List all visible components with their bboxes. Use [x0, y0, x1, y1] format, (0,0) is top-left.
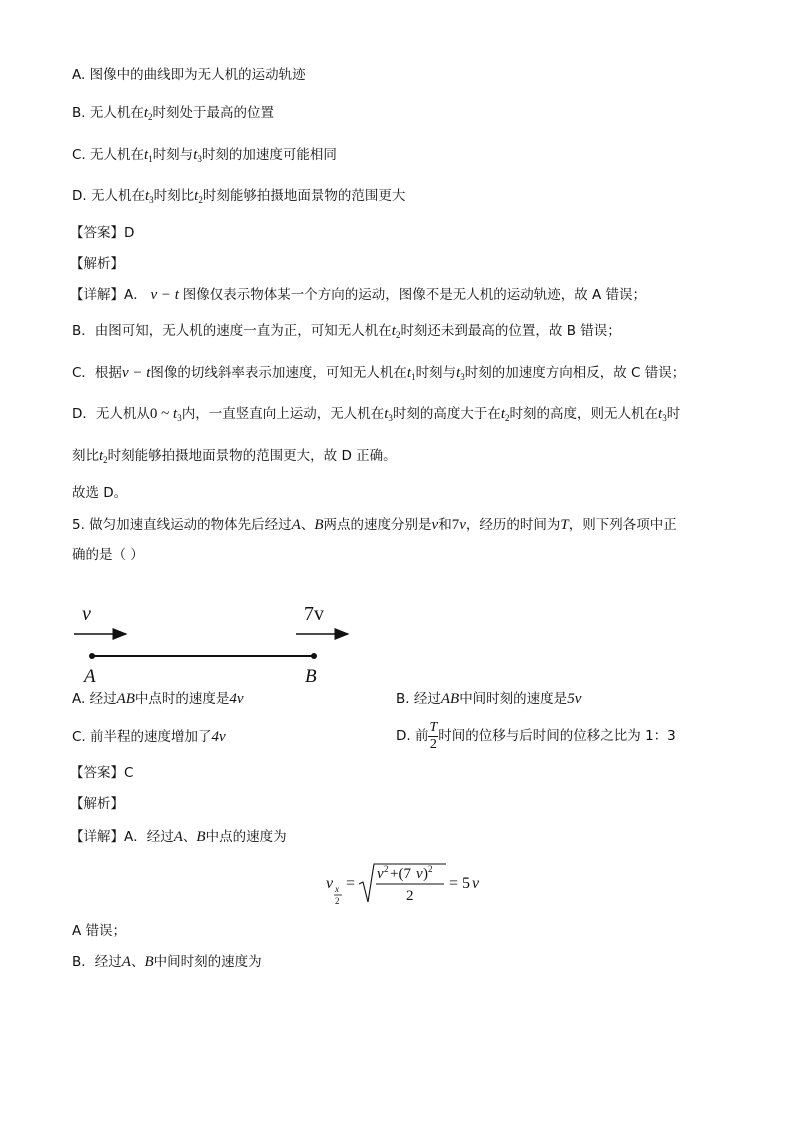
q4-answer — [70, 224, 134, 242]
label-a: A — [84, 666, 96, 687]
svg-text:=: = — [346, 875, 356, 892]
math-7v: 7v — [451, 517, 466, 533]
math-t3: $t_3$ — [384, 406, 393, 423]
option-value: 5v — [567, 691, 582, 707]
q4-option-a — [72, 66, 306, 84]
math-a: A — [173, 829, 183, 845]
math-t2: $t_2$ — [500, 406, 510, 423]
fraction-numerator: T — [429, 719, 438, 735]
svg-text:2: 2 — [335, 896, 340, 906]
answer-value: C — [124, 765, 134, 781]
math-t1: $t_1$ — [406, 365, 416, 382]
detail-text: 刻比 — [72, 448, 99, 464]
math-a: A — [121, 954, 131, 970]
option-text: 时刻能够拍摄地面景物的范围更大 — [202, 188, 406, 204]
option-text: 中点时的速度是 — [134, 691, 230, 707]
q5-detail-2: A 错误； — [72, 923, 127, 939]
q4-option-d — [72, 187, 405, 209]
q5-option-a — [72, 690, 244, 708]
q5-option-c — [72, 728, 226, 746]
math-v: v — [431, 517, 439, 533]
math-t2: $t_2$ — [143, 105, 153, 122]
detail-text: B．经过 — [72, 954, 122, 970]
svg-text:2: 2 — [428, 864, 433, 874]
option-prefix: C. — [72, 147, 91, 163]
detail-text: B．由图可知，无人机的速度一直为正，可知无人机在 — [72, 323, 392, 339]
option-prefix: A. — [72, 67, 90, 83]
math-ab: AB — [440, 691, 460, 707]
option-text: 图像中的曲线即为无人机的运动轨迹 — [89, 67, 306, 83]
detail-label: 【详解】 — [70, 829, 124, 845]
option-text: D. 前 — [396, 728, 429, 744]
svg-text:): ) — [423, 866, 428, 882]
q4-analysis-label: 【解析】 — [70, 256, 124, 272]
math-t3: $t_3$ — [456, 365, 465, 382]
option-text: 时刻处于最高的位置 — [152, 105, 275, 121]
q4-option-b — [72, 104, 274, 126]
point-a — [89, 653, 95, 659]
option-value: 4v — [229, 691, 244, 707]
detail-text: 时刻能够拍摄地面景物的范围更大，故 D 正确。 — [107, 448, 397, 464]
stem-text: 和 — [438, 517, 452, 533]
detail-text: D．无人机从 — [72, 406, 150, 422]
option-text: 时刻比 — [153, 188, 195, 204]
detail-text: 时刻与 — [415, 365, 457, 381]
math-t2: $t_2$ — [391, 323, 401, 340]
stem-text: ，则下列各项中正 — [568, 517, 677, 533]
option-prefix: B. — [72, 105, 90, 121]
option-text: 无人机在 — [90, 147, 145, 163]
fraction-denominator: 2 — [429, 736, 437, 752]
option-value: 4v — [211, 729, 226, 745]
q5-stem-line-1: 5. 做匀加速直线运动的物体先后经过A、B两点的速度分别是v和7v，经历的时间为T，则下列各项中正 — [72, 517, 677, 533]
math-t3: $t_3$ — [173, 406, 182, 423]
detail-text: 中点的速度为 — [205, 829, 287, 845]
option-text: 时刻的加速度可能相同 — [201, 147, 337, 163]
math-b: B — [314, 517, 324, 533]
velocity-label-7v: 7v — [304, 603, 324, 625]
option-text: C. 前半程的速度增加了 — [72, 729, 212, 745]
option-text: 时间的位移与后时间的位移之比为 1：3 — [438, 728, 676, 744]
option-text: B. 经过 — [396, 691, 441, 707]
velocity-label-v: v — [82, 603, 91, 625]
option-text: 无人机在 — [90, 188, 145, 204]
svg-text:+(7: +(7 — [390, 866, 411, 882]
math-b: B — [196, 829, 206, 845]
q4-detail-5 — [72, 447, 397, 469]
detail-text: A． — [124, 287, 147, 303]
q4-option-c — [72, 146, 337, 168]
svg-text:v: v — [377, 866, 384, 882]
math-v-t: v − t — [146, 287, 183, 303]
math-v-t: v − t — [121, 365, 151, 381]
q4-detail-1 — [70, 286, 646, 304]
midpoint-velocity-formula — [322, 860, 482, 908]
math-T: T — [560, 517, 569, 533]
q4-conclusion: 故选 D。 — [72, 485, 128, 501]
q5-detail-1: 【详解】A．经过A、B中点的速度为 — [70, 829, 287, 845]
option-prefix: D. — [72, 188, 91, 204]
math-t3: $t_3$ — [144, 188, 154, 205]
detail-text: 时刻的高度，则无人机在 — [509, 406, 659, 422]
detail-text: 时刻的加速度方向相反，故 C 错误； — [464, 365, 686, 381]
svg-text:v: v — [416, 866, 423, 882]
detail-text: A．经过 — [124, 829, 174, 845]
detail-text: 时刻还未到最高的位置，故 B 错误； — [400, 323, 621, 339]
detail-text: 中间时刻的速度为 — [153, 954, 262, 970]
math-b: B — [144, 954, 154, 970]
detail-text: 内，一直竖直向上运动，无人机在 — [181, 406, 385, 422]
option-text: A. 经过 — [72, 691, 117, 707]
math-t3: $t_3$ — [193, 147, 202, 164]
stem-text: ，经历的时间为 — [465, 517, 561, 533]
detail-text: C．根据 — [72, 365, 122, 381]
math-ab: AB — [116, 691, 135, 707]
detail-text: 时刻的高度大于在 — [392, 406, 501, 422]
svg-text:= 5: = 5 — [449, 875, 471, 892]
q5-analysis-label: 【解析】 — [70, 796, 124, 812]
detail-text: 图像仅表示物体某一个方向的运动，图像不是无人机的运动轨迹，故 A 错误； — [182, 287, 647, 303]
svg-text:2: 2 — [406, 888, 414, 904]
math-a-b: A — [291, 517, 301, 533]
point-b — [311, 653, 317, 659]
q5-option-b — [396, 690, 581, 708]
svg-text:v: v — [326, 875, 334, 892]
q5-stem-line-2: 确的是（ ） — [72, 547, 144, 563]
velocity-figure — [68, 598, 368, 690]
detail-text: 时 — [666, 406, 681, 422]
option-text: 时刻与 — [152, 147, 194, 163]
answer-value: D — [124, 225, 135, 241]
q5-answer — [70, 764, 133, 782]
svg-text:2: 2 — [384, 864, 389, 874]
svg-text:x: x — [335, 884, 339, 894]
option-text: 无人机在 — [89, 105, 144, 121]
detail-label: 【详解】 — [70, 287, 124, 303]
label-b: B — [305, 666, 317, 687]
fraction-t-over-2 — [428, 720, 438, 753]
svg-text:v: v — [472, 875, 480, 892]
q5-detail-3: B．经过A、B中间时刻的速度为 — [72, 954, 262, 970]
option-text: 中间时刻的速度是 — [459, 691, 568, 707]
answer-label: 【答案】 — [70, 225, 124, 241]
math-t2: $t_2$ — [99, 448, 108, 465]
stem-text: 5. 做匀加速直线运动的物体先后经过 — [72, 517, 292, 533]
math-t2: $t_2$ — [194, 188, 203, 205]
stem-text: 两点的速度分别是 — [323, 517, 432, 533]
q5-option-d — [396, 716, 676, 756]
math-range: 0 ~ — [149, 406, 174, 422]
q4-detail-4 — [72, 405, 680, 427]
q4-detail-2 — [72, 322, 621, 344]
math-t1: $t_1$ — [144, 147, 153, 164]
answer-label: 【答案】 — [70, 765, 124, 781]
q4-detail-3 — [72, 364, 685, 386]
detail-text: 图像的切线斜率表示加速度，可知无人机在 — [150, 365, 407, 381]
math-t3: $t_3$ — [658, 406, 667, 423]
